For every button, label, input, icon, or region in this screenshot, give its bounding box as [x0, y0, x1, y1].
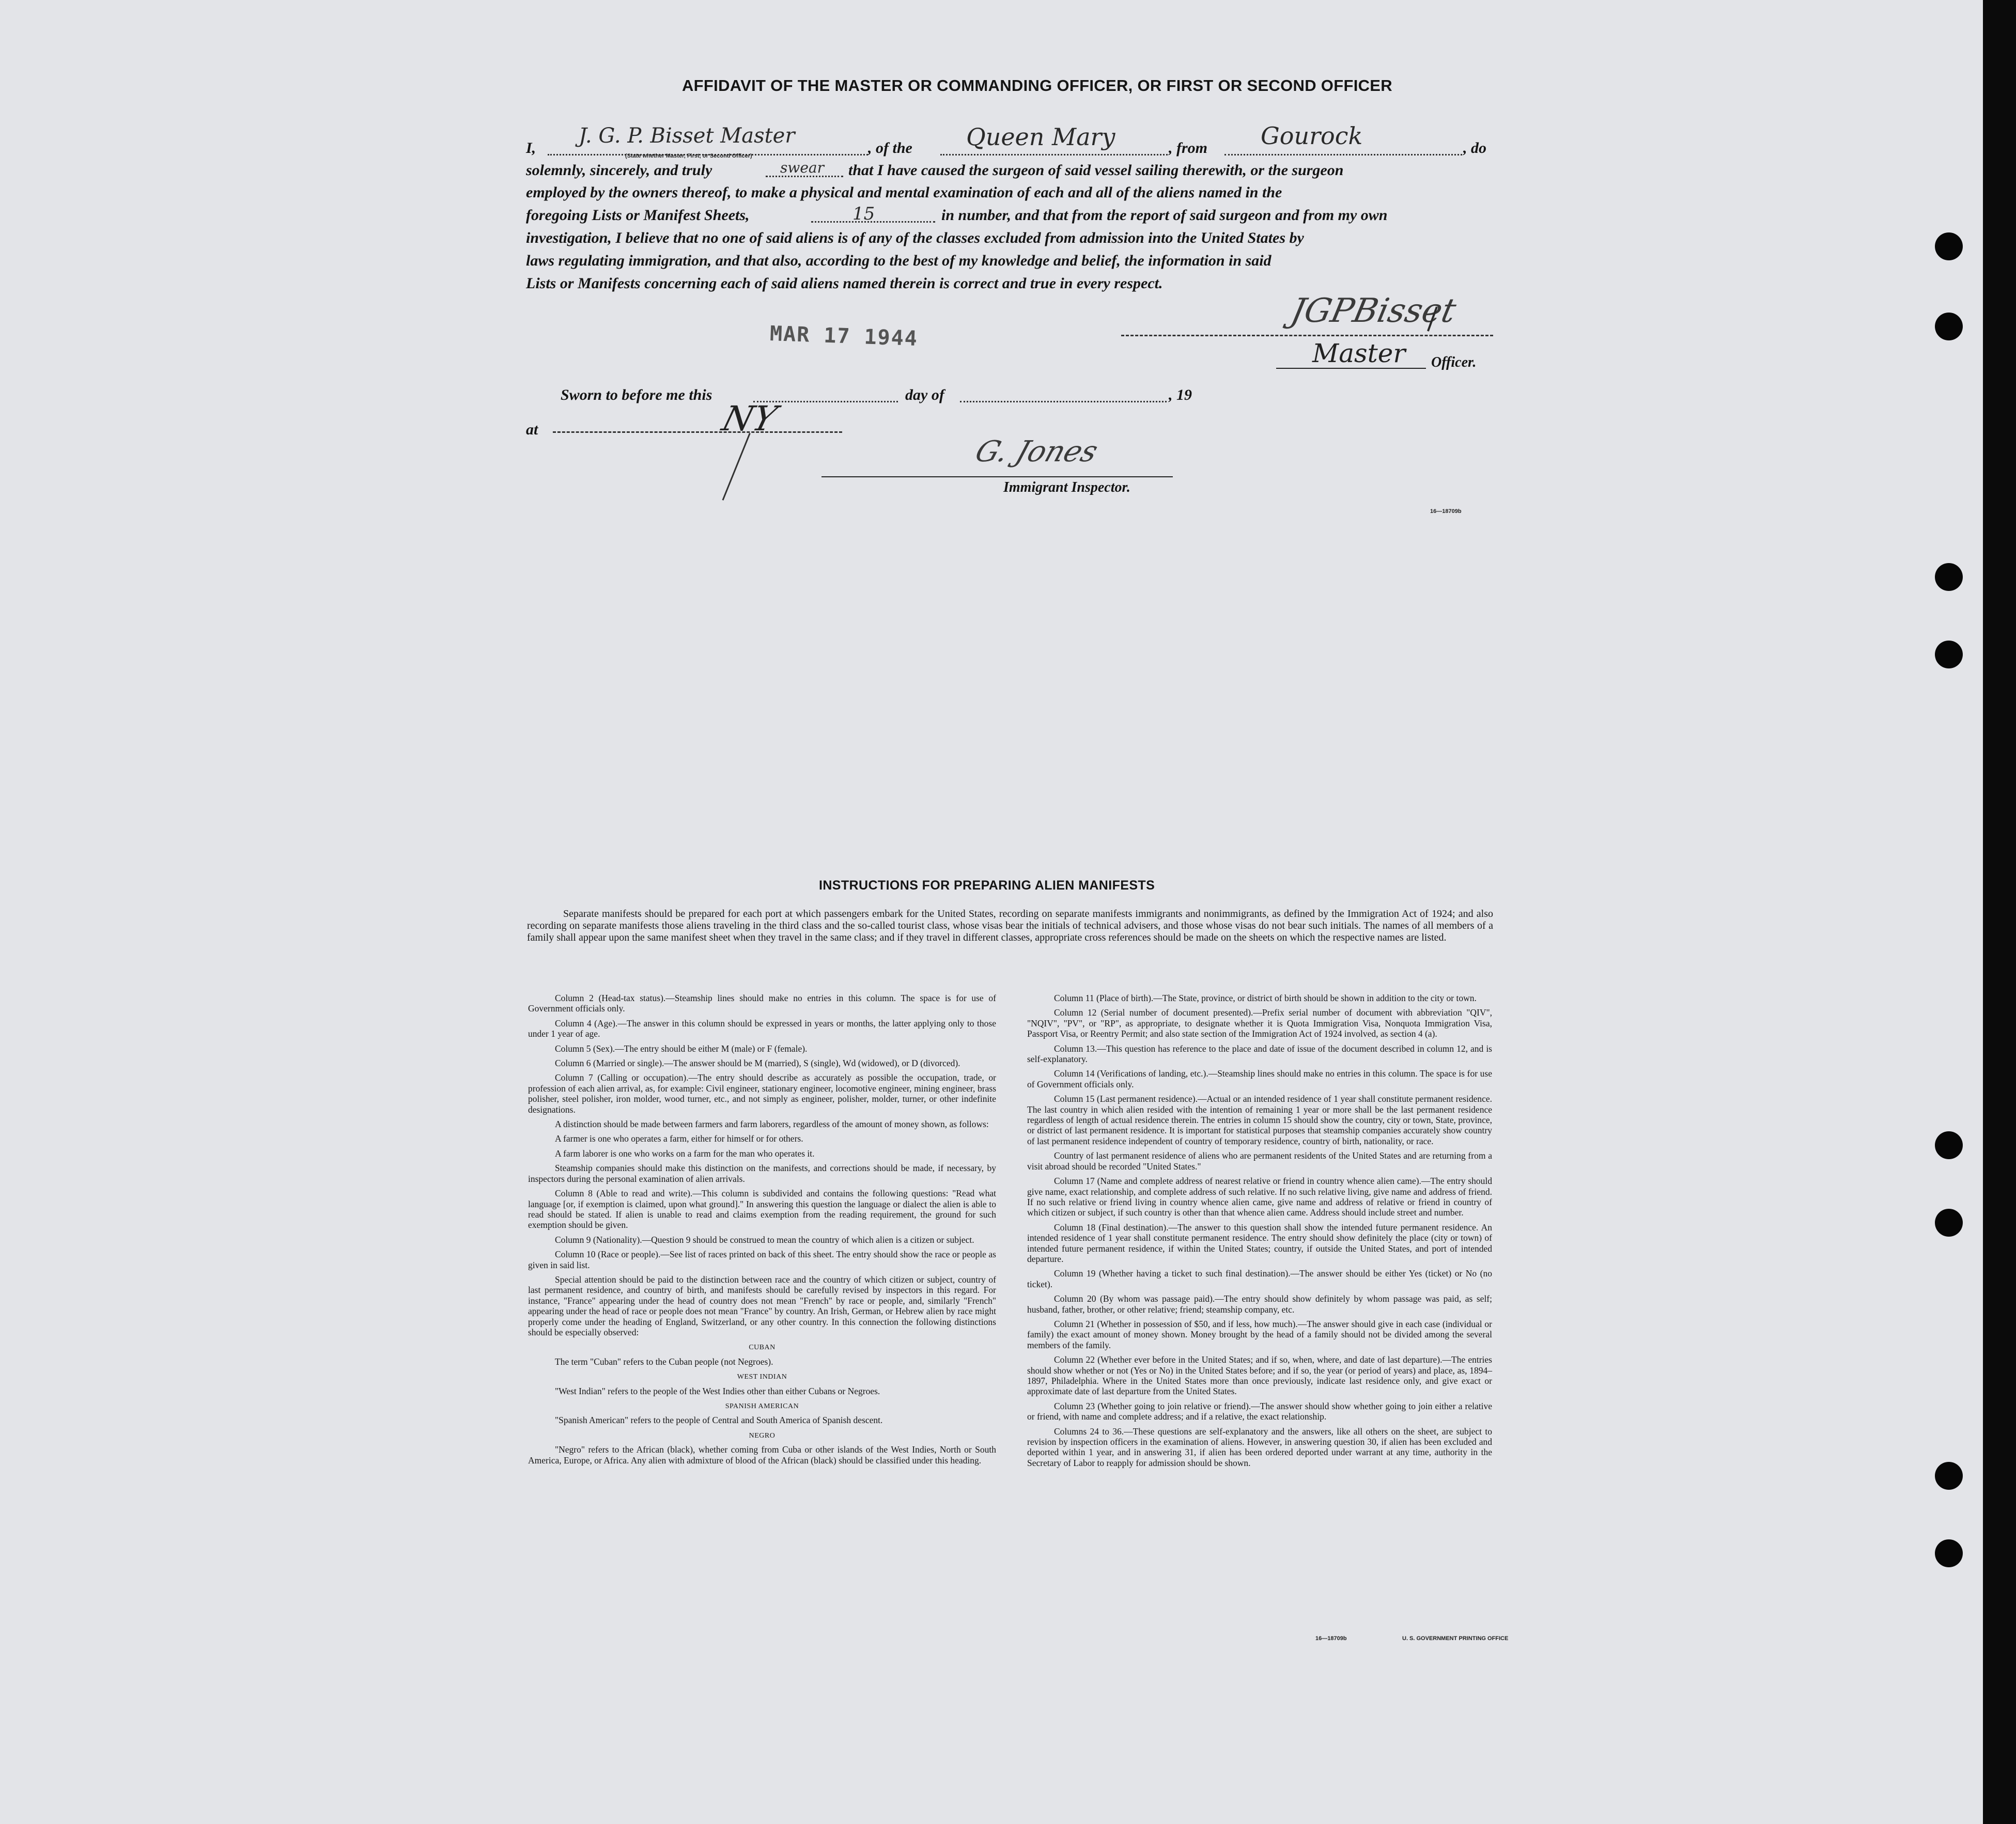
year-label: , 19: [1169, 386, 1192, 403]
affidavit-line-4b: in number, and that from the report of said surgeon and from my own: [941, 207, 1388, 224]
instruction-paragraph: Column 5 (Sex).—The entry should be either M (male) or F (female).: [555, 1043, 808, 1054]
instruction-paragraph: A farm laborer is one who works on a farm for the man who operates it.: [555, 1148, 815, 1159]
i-label: I,: [526, 139, 536, 157]
binder-hole: [1935, 1209, 1963, 1237]
vessel-name-handwritten: Queen Mary: [966, 123, 1115, 151]
inspector-signature-line: [821, 476, 1173, 477]
west-indian-text: "West Indian" refers to the people of the West Indies other than either Cubans or Negroes.: [555, 1385, 880, 1396]
sheet-count-handwritten: 15: [852, 204, 875, 224]
instruction-paragraph: Column 21 (Whether in possession of $50, and if less, how much).—The answer should give in each case (individual or family) the exact amount of money shown. Money brought by the head of a family should not be divided among the several members of the family.: [1027, 1318, 1492, 1350]
form-number: 16—18709b: [1430, 508, 1462, 515]
instruction-paragraph: Columns 24 to 36.—These questions are self-explanatory and the answers, like all others on the sheet, are subject to revision by inspection officers in the examination of aliens. However, in answering question 30, if alien has been excluded and deported within 1 year, and in answering 31, if alien has been ordered deported under warrant at any time, authority in the Secretary of Labor to reapply for admission should be shown.: [1027, 1426, 1492, 1468]
signature-line: [1121, 335, 1493, 336]
officer-rank-note: (State whether Master, First, or Second Officer): [625, 153, 752, 159]
binder-hole: [1935, 313, 1963, 340]
of-the-label: , of the: [868, 139, 912, 157]
instruction-paragraph: Column 13.—This question has reference to the place and date of issue of the document described in column 12, and is self-explanatory.: [1027, 1043, 1492, 1065]
at-location-handwritten: NY: [718, 399, 781, 439]
inspector-label: Immigrant Inspector.: [1003, 479, 1130, 495]
master-name-handwritten: J. G. P. Bisset Master: [579, 124, 795, 148]
affidavit-line-4a: foregoing Lists or Manifest Sheets,: [526, 207, 750, 224]
cuban-text: The term "Cuban" refers to the Cuban people (not Negroes).: [555, 1356, 773, 1367]
instruction-paragraph: A distinction should be made between farmers and farm laborers, regardless of the amount of money shown, as follows:: [555, 1119, 989, 1130]
affidavit-line-3: employed by the owners thereof, to make a physical and mental examination of each and all of the aliens named in the: [526, 184, 1282, 201]
affidavit-line-2b: that I have caused the surgeon of said vessel sailing therewith, or the surgeon: [848, 162, 1344, 179]
west-indian-heading: WEST INDIAN: [737, 1373, 787, 1381]
port-handwritten: Gourock: [1261, 122, 1363, 150]
instructions-right-column: [1027, 993, 1492, 1468]
instruction-paragraph: Column 20 (By whom was passage paid).—The entry should show definitely by whom passage was paid, as self; husband, father, brother, or other relative; friend; steamship company, etc.: [1027, 1293, 1492, 1315]
officer-label: Officer.: [1431, 354, 1477, 370]
instruction-paragraph: Country of last permanent residence of aliens who are permanent residents of the United States and are returning from a visit abroad should be recorded "United States.": [1027, 1150, 1492, 1172]
instructions-left-column: [528, 993, 996, 1466]
binder-hole: [1935, 1462, 1963, 1490]
binder-hole: [1935, 563, 1963, 591]
inspector-signature: G. Jones: [971, 435, 1103, 469]
cuban-heading: CUBAN: [749, 1344, 776, 1352]
instruction-paragraph: Column 18 (Final destination).—The answer to this question shall show the intended future permanent residence. An intended residence of 1 year shall constitute permanent residence. The entry should show definitely the place (city or town) of intended future permanent residence, if within the United States; country, if outside the United States, and port of intended departure.: [1027, 1222, 1492, 1264]
sworn-label: Sworn to before me this: [561, 386, 712, 403]
instruction-paragraph: A farmer is one who operates a farm, either for himself or for others.: [555, 1133, 803, 1144]
instruction-paragraph: Column 9 (Nationality).—Question 9 should be construed to mean the country of which alien is a citizen or subject.: [555, 1234, 974, 1245]
spanish-american-text: "Spanish American" refers to the people of Central and South America of Spanish descent.: [555, 1415, 883, 1426]
binder-hole: [1935, 232, 1963, 260]
instruction-paragraph: Steamship companies should make this distinction on the manifests, and corrections should be made, if necessary, by inspectors during the personal examination of alien arrivals.: [528, 1163, 996, 1184]
instruction-paragraph: Column 2 (Head-tax status).—Steamship lines should make no entries in this column. The space is for use of Government officials only.: [528, 993, 996, 1014]
binder-hole: [1935, 1131, 1963, 1159]
footer-printer: U. S. GOVERNMENT PRINTING OFFICE: [1402, 1635, 1509, 1642]
instruction-paragraph: Column 22 (Whether ever before in the United States; and if so, when, where, and date of last departure).—The entries should show whether or not (Yes or No) in the United States before; and if so, the year (or period of years) and place, as, 1894–1897, Philadelphia. Where in the United States more than once previously, indicate last residence only, and give exact or approximate date of last departure from the United States.: [1027, 1354, 1492, 1397]
instruction-paragraph: Column 23 (Whether going to join relative or friend).—The answer should show whether going to join either a relative or friend, with name and complete address; and if a relative, the exact relationship.: [1027, 1400, 1492, 1422]
affidavit-line-7: Lists or Manifests concerning each of said aliens named therein is correct and true in every respect.: [526, 275, 1163, 292]
pen-stroke: [722, 433, 751, 501]
instruction-paragraph: Column 15 (Last permanent residence).—Actual or an intended residence of 1 year shall constitute permanent residence. The last country in which alien resided with the intention of remaining 1 year or more shall be the last permanent residence regardless of length of actual residence therein. The entries in column 15 should show the country, city or town, State, province, or district of last permanent residence. It is important for statistical purposes that steamship companies accurately show country of last permanent residence independent of country of temporary residence, country of birth, nationality, or race.: [1027, 1094, 1492, 1146]
affidavit-line-2a: solemnly, sincerely, and truly: [526, 162, 712, 179]
instruction-paragraph: Column 11 (Place of birth).—The State, province, or district of birth should be shown in addition to the city or town.: [1054, 993, 1477, 1003]
master-signature: JGPBisset: [1288, 292, 1460, 330]
instructions-title: INSTRUCTIONS FOR PREPARING ALIEN MANIFESTS: [819, 878, 1155, 893]
instruction-paragraph: Column 6 (Married or single).—The answer should be M (married), S (single), Wd (widowed), or D (divorced).: [555, 1058, 960, 1069]
instruction-paragraph: Column 14 (Verifications of landing, etc.).—Steamship lines should make no entries in this column. The space is for use of Government officials only.: [1027, 1068, 1492, 1089]
day-of-label: day of: [905, 386, 944, 403]
negro-heading: NEGRO: [749, 1431, 776, 1440]
date-stamp: MAR 17 1944: [769, 322, 919, 351]
binder-hole: [1935, 641, 1963, 668]
negro-text: "Negro" refers to the African (black), whether coming from Cuba or other islands of the West Indies, North or South America, Europe, or Africa. Any alien with admixture of blood of the African (black) should be classified under this heading.: [528, 1444, 996, 1466]
instruction-paragraph: Column 17 (Name and complete address of nearest relative or friend in country whence alien came).—The entry should give name, exact relationship, and complete address of such relative. If no such relative living, give name and address of friend. If no such relative or friend living in country whence alien came, give name and address of relative or friend in country of which citizen or subject, if such country is other than that whence alien came. Address should include street and number.: [1027, 1176, 1492, 1218]
instruction-paragraph: Special attention should be paid to the distinction between race and the country of which citizen or subject, country of last permanent residence, and country of birth, and manifests should be carefully revised by inspectors in this regard. For instance, "France" appearing under the head of country does not mean "French" by race or people, and, similarly "French" appearing under the head of race or people does not mean "France" by country. An Irish, German, or Hebrew alien by race might properly come under the heading of England, Switzerland, or any other country. In this connection the following distinctions should be especially observed:: [528, 1274, 996, 1337]
affidavit-line-5: investigation, I believe that no one of said aliens is of any of the classes excluded from admission into the United States by: [526, 229, 1304, 246]
at-label: at: [526, 421, 538, 438]
instruction-paragraph: Column 10 (Race or people).—See list of races printed on back of this sheet. The entry should show the race or people as given in said list.: [528, 1249, 996, 1270]
instruction-paragraph: Column 8 (Able to read and write).—This column is subdivided and contains the following questions: "Read what language [or, if exemption is claimed, upon what ground]." In answering this question the language or dialect the alien is able to read should be stated. If alien is unable to read and claims exemption from the reading requirement, the ground for such exemption should be given.: [528, 1188, 996, 1230]
instruction-paragraph: Column 7 (Calling or occupation).—The entry should describe as accurately as possible the occupation, trade, or profession of each alien arrival, as, for example: Civil engineer, stationary engineer, locomotive engineer, mining engineer, brass polisher, steel polisher, iron molder, wood turner, etc., and not simply as engineer, polisher, molder, turner, or other indefinite designations.: [528, 1072, 996, 1115]
from-label: , from: [1169, 139, 1207, 157]
instructions-intro-text: Separate manifests should be prepared for each port at which passengers embark for the United States, recording on separate manifests immigrants and nonimmigrants, as defined by the Immigration Act of 1924; and also recording on separate manifests those aliens traveling in the third class and the so-called tourist class, whose visas bear the initials of technical advisers, and those whose visas do not bear such initials. The names of all members of a family shall appear upon the same manifest sheet when they travel in the same class; and if they travel in different classes, appropriate cross references should be made on the sheets on which the respective names are listed.: [527, 908, 1493, 943]
do-label: , do: [1463, 139, 1486, 157]
swear-handwritten: swear: [780, 159, 824, 176]
affidavit-title: AFFIDAVIT OF THE MASTER OR COMMANDING OFFICER, OR FIRST OR SECOND OFFICER: [682, 76, 1392, 95]
instruction-paragraph: Column 4 (Age).—The answer in this column should be expressed in years or months, the latter applying only to those under 1 year of age.: [528, 1018, 996, 1039]
binder-hole: [1935, 1539, 1963, 1567]
spanish-american-heading: SPANISH AMERICAN: [725, 1402, 799, 1410]
rank-handwritten: Master: [1312, 338, 1406, 368]
instruction-paragraph: Column 19 (Whether having a ticket to such final destination).—The answer should be either Yes (ticket) or No (no ticket).: [1027, 1268, 1492, 1289]
instruction-paragraph: Column 12 (Serial number of document presented).—Prefix serial number of document with abbreviation "QIV", "NQIV", "PV", or "RP", as appropriate, to designate whether it is Quota Immigration Visa, Nonquota Immigration Visa, Passport Visa, or Reentry Permit; and also state section of the Immigration Act of 1924 involved, as section 4 (a).: [1027, 1007, 1492, 1039]
footer-form-number: 16—18709b: [1315, 1635, 1347, 1642]
instructions-intro: [527, 908, 1493, 944]
affidavit-line-6: laws regulating immigration, and that also, according to the best of my knowledge and belief, the information in said: [526, 252, 1271, 269]
